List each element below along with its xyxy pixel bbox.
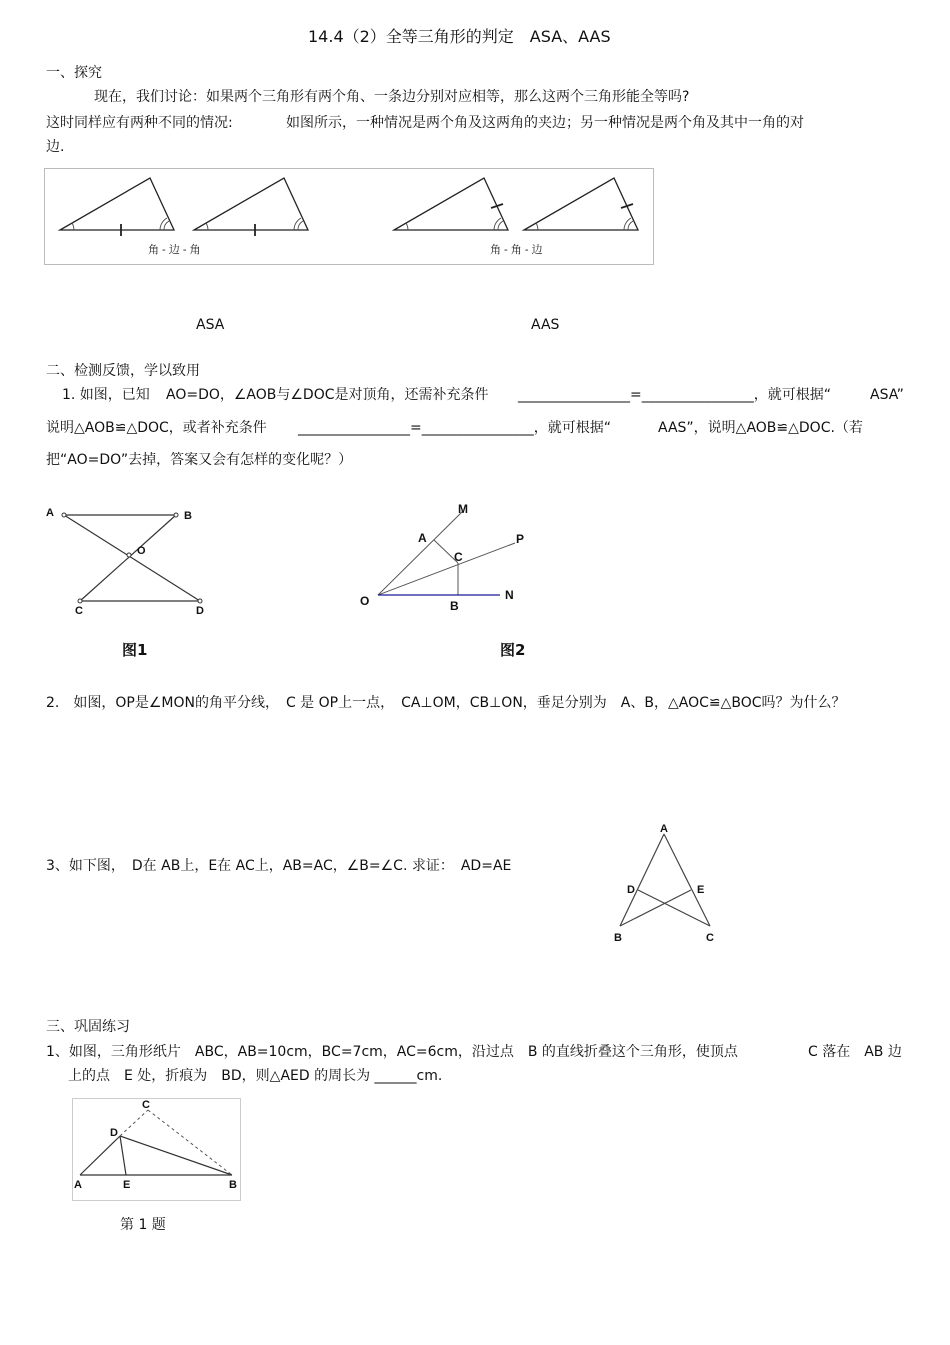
practice-figure: [72, 1098, 242, 1202]
fig3-label-a: A: [660, 823, 668, 835]
fig3-label-c: C: [706, 932, 714, 944]
caption-aas: AAS: [531, 317, 560, 333]
fig2-label-a: A: [418, 531, 427, 545]
page-title: 14.4（2）全等三角形的判定 ASA、AAS: [308, 27, 611, 46]
fig1-label-a: A: [46, 507, 54, 519]
fig3-label-b: B: [614, 932, 622, 944]
practice-q1-line1-a: 1、如图，三角形纸片 ABC，AB=10cm，BC=7cm，AC=6cm，沿过点 B 的直线折叠这个三角形，使顶点: [46, 1044, 738, 1060]
fig1-label-c: C: [75, 605, 83, 617]
section-3-heading: 三、巩固练习: [46, 1019, 130, 1035]
fig2-label-b: B: [450, 599, 459, 613]
q1-line1-b: AO=DO，∠AOB与∠DOC是对顶角，还需补充条件: [166, 387, 489, 403]
fig3-label-e: E: [697, 884, 705, 896]
practice-label-e: E: [123, 1179, 131, 1191]
practice-label-b: B: [229, 1179, 237, 1191]
fig2-label-p: P: [516, 532, 525, 546]
fig2-label-m: M: [458, 502, 468, 516]
practice-q1-line1-b: C 落在 AB 边: [808, 1044, 902, 1060]
q1-line2-a: 说明△AOB≌△DOC，或者补充条件: [46, 420, 267, 436]
section-1-paragraph-2c: 边.: [46, 139, 65, 155]
q1-line1-c: ________________=________________，就可根据“: [518, 387, 831, 403]
fig1-label-d: D: [196, 605, 204, 617]
section-1-heading: 一、探究: [46, 65, 102, 81]
figure-1: [40, 500, 230, 625]
fig3-label-d: D: [627, 884, 635, 896]
q1-line2-b: ________________=________________，就可根据“: [298, 420, 611, 436]
practice-label-c: C: [142, 1099, 150, 1111]
figure-label-asa: 角 - 边 - 角: [148, 244, 201, 256]
triangle-comparison-figure: [44, 168, 654, 266]
practice-label-d: D: [110, 1127, 118, 1139]
practice-figure-caption: 第 1 题: [120, 1217, 166, 1233]
caption-asa: ASA: [196, 317, 225, 333]
figure-2: [350, 495, 550, 620]
q1-line1-a: 1. 如图，已知: [62, 387, 150, 403]
figure-2-caption: 图2: [500, 641, 526, 659]
section-1-paragraph-2b: 如图所示，一种情况是两个角及这两角的夹边；另一种情况是两个角及其中一角的对: [286, 115, 804, 131]
question-3: 3、如下图， D在 AB上，E在 AC上，AB=AC，∠B=∠C. 求证： AD=AE: [46, 858, 512, 874]
section-1-paragraph-2a: 这时同样应有两种不同的情况:: [46, 115, 233, 131]
section-2-heading: 二、检测反馈，学以致用: [46, 363, 200, 379]
figure-label-aas: 角 - 角 - 边: [490, 244, 543, 256]
fig2-label-n: N: [505, 588, 514, 602]
figure-3: [608, 820, 723, 950]
q1-line3: 把“AO=DO”去掉，答案又会有怎样的变化呢？）: [46, 452, 353, 468]
fig2-label-o: O: [360, 594, 370, 608]
question-2: 2. 如图，OP是∠MON的角平分线， C 是 OP上一点， CA⊥OM，CB⊥ON，垂足分别为 A、B，△AOC≌△BOC吗？为什么？: [46, 695, 846, 711]
fig1-label-b: B: [184, 510, 192, 522]
practice-label-a: A: [74, 1179, 82, 1191]
figure-1-caption: 图1: [122, 641, 148, 659]
fig1-label-o: O: [137, 545, 146, 557]
fig2-label-c: C: [454, 550, 463, 564]
practice-q1-line2: 上的点 E 处，折痕为 BD，则△AED 的周长为 ______cm.: [68, 1068, 443, 1084]
section-1-paragraph-1: 现在，我们讨论：如果两个三角形有两个角、一条边分别对应相等，那么这两个三角形能全等吗?: [94, 89, 690, 105]
q1-line2-c: AAS”，说明△AOB≌△DOC.（若: [658, 420, 863, 436]
q1-line1-d: ASA”: [870, 387, 904, 403]
